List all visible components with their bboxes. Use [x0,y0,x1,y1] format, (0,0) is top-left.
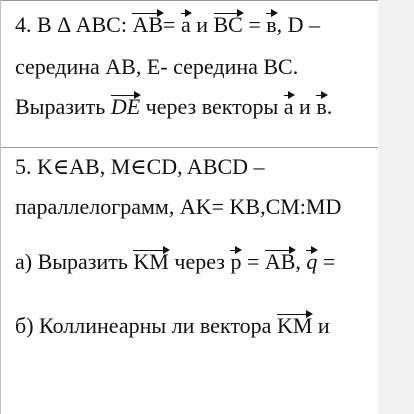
vector-b: в [266,12,277,37]
vector-ab: AB [264,249,296,274]
problem-5-line-4 [15,313,330,339]
vector-a: a [283,94,294,119]
vector-p: p [230,249,242,274]
problem-5-line-3 [15,249,335,275]
text-segment: через [168,249,231,274]
vector-bc: BC [213,12,243,37]
problem-4-line-2: середина AB, E- середина BC. [15,54,299,79]
vector-km: KM [133,249,169,274]
vector-b: в [316,94,327,119]
text-segment: . [326,94,333,119]
vector-a: a [180,12,191,37]
text-segment: и [312,313,330,338]
vector-km: KM [276,313,313,338]
text-segment: через векторы [140,94,284,119]
problem-5-line-2: параллелограмм, AK= KB,CM:MD [15,194,342,219]
problem-4-line-1 [15,12,320,38]
vector-ab: AB [132,12,164,37]
text-segment: 4. В Δ ABC: [15,12,133,37]
problem-5-line-1: 5. K∈AB, M∈CD, ABCD – [15,154,265,179]
text-segment: и [293,94,317,119]
text-segment: а) Выразить [15,249,134,274]
table-border-top [1,0,378,1]
text-segment: = [242,12,267,37]
text-segment: = [317,249,336,274]
problem-4-line-3 [15,94,332,120]
vector-de: DE [110,94,141,119]
side-scrollbar[interactable] [378,0,414,414]
text-segment: , [295,249,307,274]
text-segment: , D – [276,12,321,37]
vector-q: q [306,249,318,274]
text-segment: и [190,12,214,37]
text-segment: = [241,249,265,274]
table-divider [1,147,378,148]
text-segment: б) Коллинеарны ли вектора [15,313,277,338]
text-segment: = [163,12,181,37]
text-segment: Выразить [15,94,111,119]
